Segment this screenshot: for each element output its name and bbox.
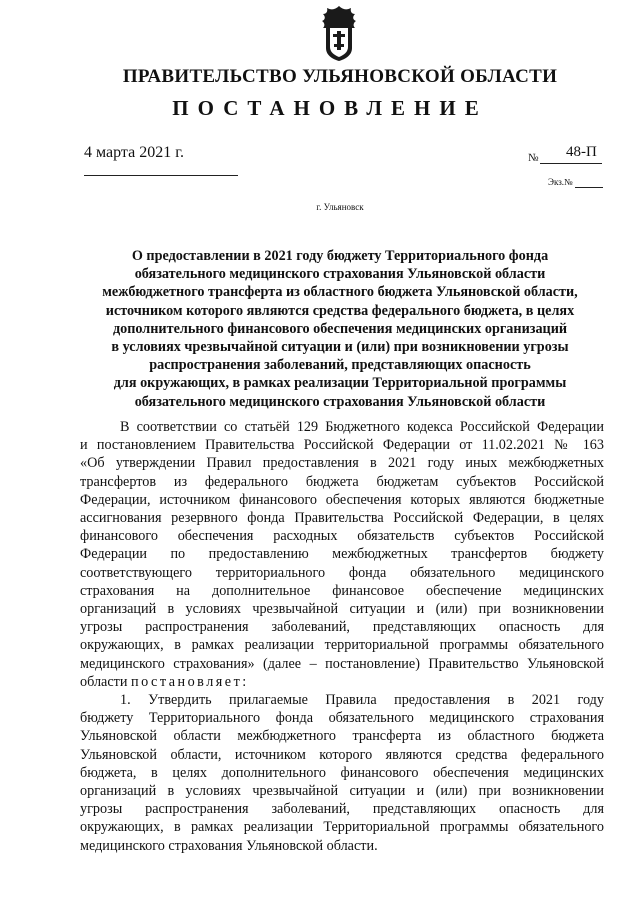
date-underline (84, 175, 238, 176)
body-line: 1. Утвердить прилагаемые Правила предоставления в 2021 году (120, 692, 604, 709)
government-name: ПРАВИТЕЛЬСТВО УЛЬЯНОВСКОЙ ОБЛАСТИ (122, 66, 558, 87)
resolve-lead-word: области (80, 673, 128, 690)
body-line: финансового обеспечения расходных обязательств субъектов Российской (80, 528, 604, 545)
body-line: В соответствии со статьёй 129 Бюджетного кодекса Российской Федерации (120, 419, 604, 435)
body-line: Ульяновской области межбюджетного трансферта из областного бюджета (80, 728, 604, 745)
heading-line: О предоставлении в 2021 году бюджету Территориального фонда (131, 248, 549, 264)
body-line: трансфертов из федерального бюджета бюджетам субъектов Российской (80, 473, 604, 490)
body-line: угрозы распространения заболеваний, представляющих опасность для (80, 619, 604, 636)
heading-line: в условиях чрезвычайной ситуации и (или) при возникновении угрозы (111, 339, 569, 356)
city-name: г. Ульяновск (316, 202, 364, 212)
body-line: страхования на дополнительное финансовое обеспечение медицинских (80, 582, 604, 599)
heading-line: обязательного медицинского страхования Ульяновской области (134, 266, 546, 283)
body-line: угрозы распространения заболеваний, представляющих опасность для (80, 801, 604, 818)
document-type: ПОСТАНОВЛЕНИЕ (172, 96, 488, 120)
document-body (80, 418, 604, 855)
copy-number-label: Экз.№ (548, 177, 573, 187)
resolve-line (80, 673, 604, 691)
body-line: «Об утверждении Правил предоставления в 2021 году иных межбюджетных (80, 455, 604, 472)
body-line: Ульяновской области, источником которого являются средства федерального (80, 746, 604, 763)
body-line: бюджету Территориального фонда обязательного медицинского страхования (80, 710, 604, 727)
number-underline (540, 163, 602, 164)
body-line: окружающих, в рамках реализации территориальной программы обязательного (80, 637, 604, 654)
heading-line: дополнительного финансового обеспечения медицинских организаций (112, 320, 568, 337)
body-line: окружающих, в рамках реализации Территориальной программы обязательного (80, 819, 604, 836)
body-line: организаций в условиях чрезвычайной ситуации и (или) при возникновении (80, 601, 604, 618)
number-sign: № (528, 152, 539, 164)
body-line: соответствующего территориального фонда обязательного медицинского (80, 564, 604, 581)
body-line: организаций в условиях чрезвычайной ситуации и (или) при возникновении (80, 783, 604, 800)
heading-line: для окружающих, в рамках реализации Территориальной программы (113, 375, 567, 392)
body-line: медицинского страхования Ульяновской области. (80, 837, 378, 854)
body-line: и постановлением Правительства Российской Федерации от 11.02.2021 № 163 (80, 437, 604, 454)
document-number: 48-П (566, 144, 597, 160)
resolve-word: постановляет: (130, 673, 249, 690)
body-line: бюджета, в целях дополнительного финансового обеспечения медицинских (80, 764, 604, 781)
coat-of-arms-icon (318, 4, 360, 62)
heading-line: обязательного медицинского страхования Ульяновской области (134, 393, 546, 410)
body-line: Федерации, источником финансового обеспечения которых являются бюджетные (80, 491, 604, 508)
heading-line: межбюджетного трансферта из областного бюджета Ульяновской области, (102, 284, 578, 301)
document-date: 4 марта 2021 г. (84, 144, 184, 161)
body-line: медицинского страхования» (далее – постановление) Правительство Ульяновской (80, 655, 604, 672)
document-heading (70, 247, 610, 411)
body-line: Федерации по предоставлению межбюджетных трансфертов бюджету (80, 546, 604, 563)
copy-number-underline (575, 187, 603, 188)
heading-line: источником которого являются средства федерального бюджета, в целях (105, 302, 575, 319)
heading-line: распространения заболеваний, представляющих опасность (149, 357, 531, 374)
body-line: ассигнования резервного фонда Правительства Российской Федерации, в целях (80, 510, 604, 527)
